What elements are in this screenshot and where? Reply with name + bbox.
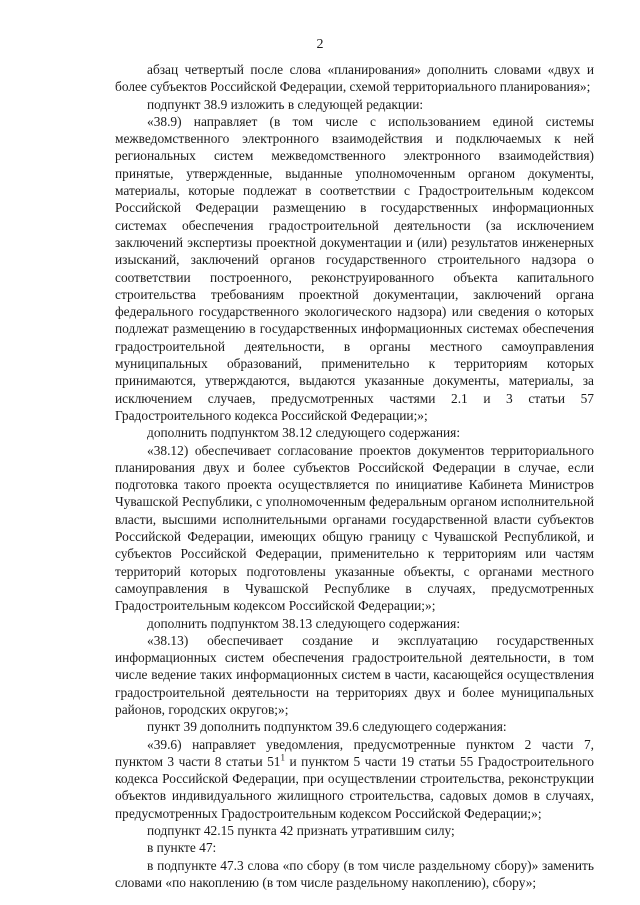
paragraph-38-12-intro: дополнить подпунктом 38.12 следующего содержания: xyxy=(147,425,461,441)
paragraph-38-9: «38.9) направляет (в том числе с использованием единой системы межведомственного электронного взаимодействия и подключаемых к ней региональных систем межведомственного электронного взаимодействия) принятые, утвержденные, выданные уполномоченным органом документы, материалы, которые подлежат в соответствии с Градостроительным кодексом Российской Федерации размещению в государственных информационных системах обеспечения градостроительной деятельности (за исключением заключений экспертизы проектной документации и (или) результатов инженерных изысканий, заключений органов государственного строительного надзора о соответствии построенного, реконструированного объекта капитального строительства требованиям проектной документации, заключений органа федерального государственного экологического надзора) или сведения о которых подлежат размещению в государственных информационных системах обеспечения градостроительной деятельности, в органы местного самоуправления муниципальных образований, применительно к территориям которых принимаются, утверждаются, выдаются указанные документы, материалы, за исключением случаев, предусмотренных частями 2.1 и 3 статьи 57 Градостроительного кодекса Российской Федерации;»; xyxy=(115,113,594,423)
paragraph-38-12: «38.12) обеспечивает согласование проектов документов территориального планирования двух и более субъектов Российской Федерации в случае, если подготовка такого проекта осуществляется по инициативе Кабинета Министров Чувашской Республики, с уполномоченным федеральным органом исполнительной власти, высшими исполнительными органами государственной власти субъектов Российской Федерации, имеющих общую границу с Чувашской Республикой, и субъектов Российской Федерации, применительно к территориям или частям территорий которых подготовлены указанные объекты, с органами местного самоуправления в Чувашской Республике в случаях, предусмотренных Градостроительным кодексом Российской Федерации;»; xyxy=(115,442,594,614)
paragraph-abzac-chetvertyi: абзац четвертый после слова «планирования» дополнить словами «двух и более субъектов Российской Федерации, схемой территориального планирования»; xyxy=(115,62,594,95)
page-number: 2 xyxy=(316,37,324,52)
superscript-mark: 1 xyxy=(280,752,285,763)
paragraph-47-3: в подпункте 47.3 слова «по сбору (в том числе раздельному сбору)» заменить словами «по накоплению (в том числе раздельному накоплению), сбору»; xyxy=(115,857,594,890)
paragraph-39-6-intro: пункт 39 дополнить подпунктом 39.6 следующего содержания: xyxy=(147,719,507,735)
paragraph-39-6-text-before: «39.6) направляет уведомления, предусмотренные пунктом 2 части 7, пунктом 3 части 8 статьи 51 xyxy=(115,736,594,769)
paragraph-38-13: «38.13) обеспечивает создание и эксплуатацию государственных информационных систем обеспечения градостроительной деятельности, в том числе ведение таких информационных систем в части, касающейся осуществления градостроительной деятельности на территориях двух и более муниципальных районов, городских округов;»; xyxy=(115,632,594,717)
paragraph-42-15: подпункт 42.15 пункта 42 признать утратившим силу; xyxy=(147,823,455,839)
paragraph-punkt-47: в пункте 47: xyxy=(147,840,217,856)
paragraph-39-6-text-after: и пунктом 5 части 19 статьи 55 Градостроительного кодекса Российской Федерации, при осуществлении строительства, реконструкции объектов индивидуального жилищного строительства, садовых домов в случаях, предусмотренных Градостроительным кодексом Российской Федерации;»; xyxy=(115,753,594,821)
paragraph-38-13-intro: дополнить подпунктом 38.13 следующего содержания: xyxy=(147,615,461,631)
paragraph-podpunkt-38-9-intro: подпункт 38.9 изложить в следующей редакции: xyxy=(147,96,424,112)
paragraph-39-6 xyxy=(115,736,594,822)
document-body xyxy=(115,61,594,891)
